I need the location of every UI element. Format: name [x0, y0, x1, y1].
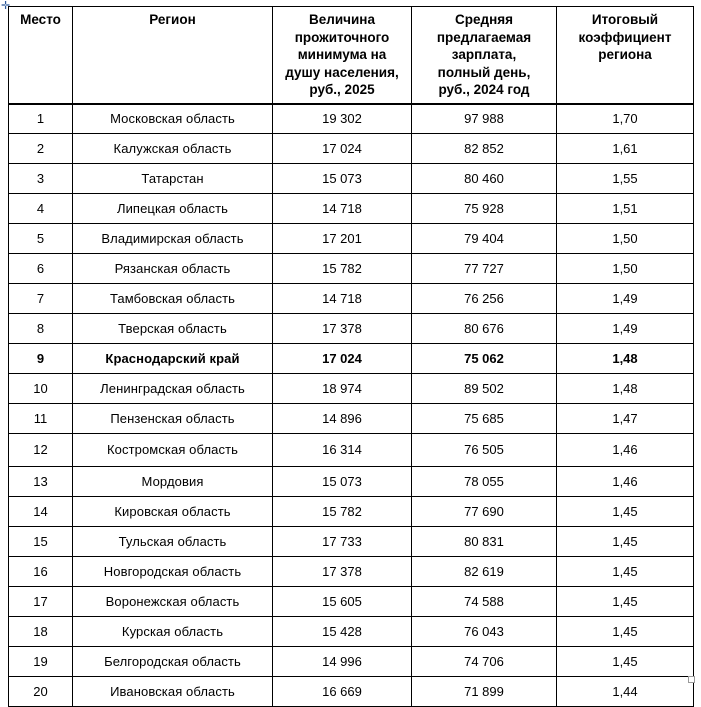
cell-region: Владимирская область — [73, 224, 273, 254]
cell-region: Краснодарский край — [73, 344, 273, 374]
cell-coefficient: 1,50 — [557, 224, 694, 254]
cell-minimum: 15 782 — [273, 497, 412, 527]
cell-region: Тульская область — [73, 527, 273, 557]
cell-minimum: 17 201 — [273, 224, 412, 254]
cell-minimum: 17 378 — [273, 314, 412, 344]
cell-salary: 97 988 — [412, 104, 557, 134]
cell-region: Калужская область — [73, 134, 273, 164]
table-row — [9, 527, 694, 557]
cell-minimum: 17 378 — [273, 557, 412, 587]
column-header-salary-line-3: зарплата, — [451, 47, 517, 63]
cell-minimum: 15 073 — [273, 467, 412, 497]
cell-place: 4 — [9, 194, 73, 224]
cell-place: 2 — [9, 134, 73, 164]
cell-place: 16 — [9, 557, 73, 587]
cell-salary: 78 055 — [412, 467, 557, 497]
table-row — [9, 374, 694, 404]
column-header-coefficient — [557, 7, 694, 104]
table-body — [9, 104, 694, 707]
cell-region: Курская область — [73, 617, 273, 647]
cell-place: 3 — [9, 164, 73, 194]
cell-place: 7 — [9, 284, 73, 314]
column-header-coefficient-line-1: Итоговый — [591, 12, 659, 27]
column-header-place — [9, 7, 73, 104]
table-row — [9, 164, 694, 194]
cell-coefficient: 1,45 — [557, 527, 694, 557]
cell-salary: 82 619 — [412, 557, 557, 587]
cell-salary: 80 831 — [412, 527, 557, 557]
cell-place: 8 — [9, 314, 73, 344]
cell-coefficient: 1,44 — [557, 677, 694, 707]
cell-region: Белгородская область — [73, 647, 273, 677]
cell-place: 13 — [9, 467, 73, 497]
cell-region: Мордовия — [73, 467, 273, 497]
cell-minimum: 14 996 — [273, 647, 412, 677]
cell-salary: 77 690 — [412, 497, 557, 527]
table-row — [9, 314, 694, 344]
column-header-minimum-line-1: Величина — [309, 12, 375, 27]
table-row — [9, 104, 694, 134]
column-header-coefficient-line-2: коэффициент — [578, 29, 672, 45]
table-header-row — [9, 7, 694, 104]
cell-coefficient: 1,49 — [557, 284, 694, 314]
cell-minimum: 14 896 — [273, 404, 412, 434]
cell-salary: 76 505 — [412, 434, 557, 467]
cell-region: Татарстан — [73, 164, 273, 194]
table-row — [9, 194, 694, 224]
cell-coefficient: 1,48 — [557, 344, 694, 374]
table-row — [9, 224, 694, 254]
table-row — [9, 467, 694, 497]
cell-region: Воронежская область — [73, 587, 273, 617]
cell-minimum: 19 302 — [273, 104, 412, 134]
column-header-place-line-1: Место — [20, 12, 61, 27]
cell-salary: 82 852 — [412, 134, 557, 164]
cell-salary: 75 685 — [412, 404, 557, 434]
column-header-salary-line-4: полный день, — [437, 64, 531, 80]
column-header-region-line-1: Регион — [149, 12, 196, 27]
cell-coefficient: 1,61 — [557, 134, 694, 164]
cell-salary: 74 706 — [412, 647, 557, 677]
cell-minimum: 15 428 — [273, 617, 412, 647]
cell-region: Московская область — [73, 104, 273, 134]
cell-minimum: 17 024 — [273, 344, 412, 374]
cell-place: 17 — [9, 587, 73, 617]
cell-coefficient: 1,45 — [557, 647, 694, 677]
table-row — [9, 404, 694, 434]
column-header-region — [73, 7, 273, 104]
cell-minimum: 15 605 — [273, 587, 412, 617]
cell-coefficient: 1,49 — [557, 314, 694, 344]
table-row — [9, 254, 694, 284]
table-resize-handle-icon[interactable] — [688, 676, 695, 683]
table-row — [9, 284, 694, 314]
table-row — [9, 677, 694, 707]
cell-place: 6 — [9, 254, 73, 284]
table-row — [9, 434, 694, 467]
cell-salary: 76 256 — [412, 284, 557, 314]
column-header-coefficient-line-3: региона — [598, 47, 652, 63]
cell-coefficient: 1,45 — [557, 587, 694, 617]
cell-coefficient: 1,48 — [557, 374, 694, 404]
cell-minimum: 16 314 — [273, 434, 412, 467]
cell-salary: 80 460 — [412, 164, 557, 194]
cell-coefficient: 1,46 — [557, 434, 694, 467]
table-row — [9, 647, 694, 677]
column-header-minimum-line-4: душу населения, — [285, 64, 399, 80]
cell-minimum: 14 718 — [273, 284, 412, 314]
cell-place: 14 — [9, 497, 73, 527]
column-header-minimum-line-5: руб., 2025 — [309, 82, 375, 98]
cell-minimum: 15 782 — [273, 254, 412, 284]
cell-salary: 77 727 — [412, 254, 557, 284]
cell-place: 19 — [9, 647, 73, 677]
cell-salary: 79 404 — [412, 224, 557, 254]
cell-place: 12 — [9, 434, 73, 467]
cell-coefficient: 1,70 — [557, 104, 694, 134]
column-header-minimum-line-3: минимума на — [297, 47, 387, 63]
column-header-salary-line-5: руб., 2024 год — [438, 82, 530, 98]
table-row — [9, 617, 694, 647]
cell-region: Кировская область — [73, 497, 273, 527]
cell-minimum: 15 073 — [273, 164, 412, 194]
cell-minimum: 18 974 — [273, 374, 412, 404]
cell-salary: 89 502 — [412, 374, 557, 404]
table-row — [9, 134, 694, 164]
cell-place: 5 — [9, 224, 73, 254]
column-header-salary-line-1: Средняя — [455, 12, 513, 27]
cell-salary: 75 062 — [412, 344, 557, 374]
table-move-handle-icon[interactable]: ✛ — [1, 0, 11, 12]
cell-minimum: 16 669 — [273, 677, 412, 707]
column-header-minimum-line-2: прожиточного — [294, 29, 390, 45]
cell-coefficient: 1,45 — [557, 497, 694, 527]
cell-coefficient: 1,55 — [557, 164, 694, 194]
cell-region: Пензенская область — [73, 404, 273, 434]
cell-coefficient: 1,46 — [557, 467, 694, 497]
cell-coefficient: 1,45 — [557, 557, 694, 587]
cell-coefficient: 1,51 — [557, 194, 694, 224]
column-header-salary — [412, 7, 557, 104]
regions-rating-table — [8, 6, 694, 707]
cell-region: Ленинградская область — [73, 374, 273, 404]
cell-minimum: 17 024 — [273, 134, 412, 164]
table-row — [9, 557, 694, 587]
column-header-salary-line-2: предлагаемая — [436, 29, 532, 45]
cell-coefficient: 1,47 — [557, 404, 694, 434]
cell-region: Рязанская область — [73, 254, 273, 284]
cell-region: Липецкая область — [73, 194, 273, 224]
cell-region: Тверская область — [73, 314, 273, 344]
cell-coefficient: 1,45 — [557, 617, 694, 647]
table-row — [9, 497, 694, 527]
cell-place: 20 — [9, 677, 73, 707]
cell-salary: 71 899 — [412, 677, 557, 707]
cell-salary: 76 043 — [412, 617, 557, 647]
cell-place: 1 — [9, 104, 73, 134]
cell-salary: 74 588 — [412, 587, 557, 617]
cell-minimum: 17 733 — [273, 527, 412, 557]
cell-place: 18 — [9, 617, 73, 647]
table-row — [9, 344, 694, 374]
table-header — [9, 7, 694, 104]
cell-region: Ивановская область — [73, 677, 273, 707]
cell-salary: 75 928 — [412, 194, 557, 224]
cell-coefficient: 1,50 — [557, 254, 694, 284]
cell-place: 10 — [9, 374, 73, 404]
rating-table-container — [8, 6, 693, 707]
cell-salary: 80 676 — [412, 314, 557, 344]
cell-region: Костромская область — [73, 434, 273, 467]
cell-minimum: 14 718 — [273, 194, 412, 224]
cell-place: 15 — [9, 527, 73, 557]
column-header-minimum — [273, 7, 412, 104]
table-row — [9, 587, 694, 617]
cell-region: Тамбовская область — [73, 284, 273, 314]
cell-region: Новгородская область — [73, 557, 273, 587]
cell-place: 11 — [9, 404, 73, 434]
cell-place: 9 — [9, 344, 73, 374]
